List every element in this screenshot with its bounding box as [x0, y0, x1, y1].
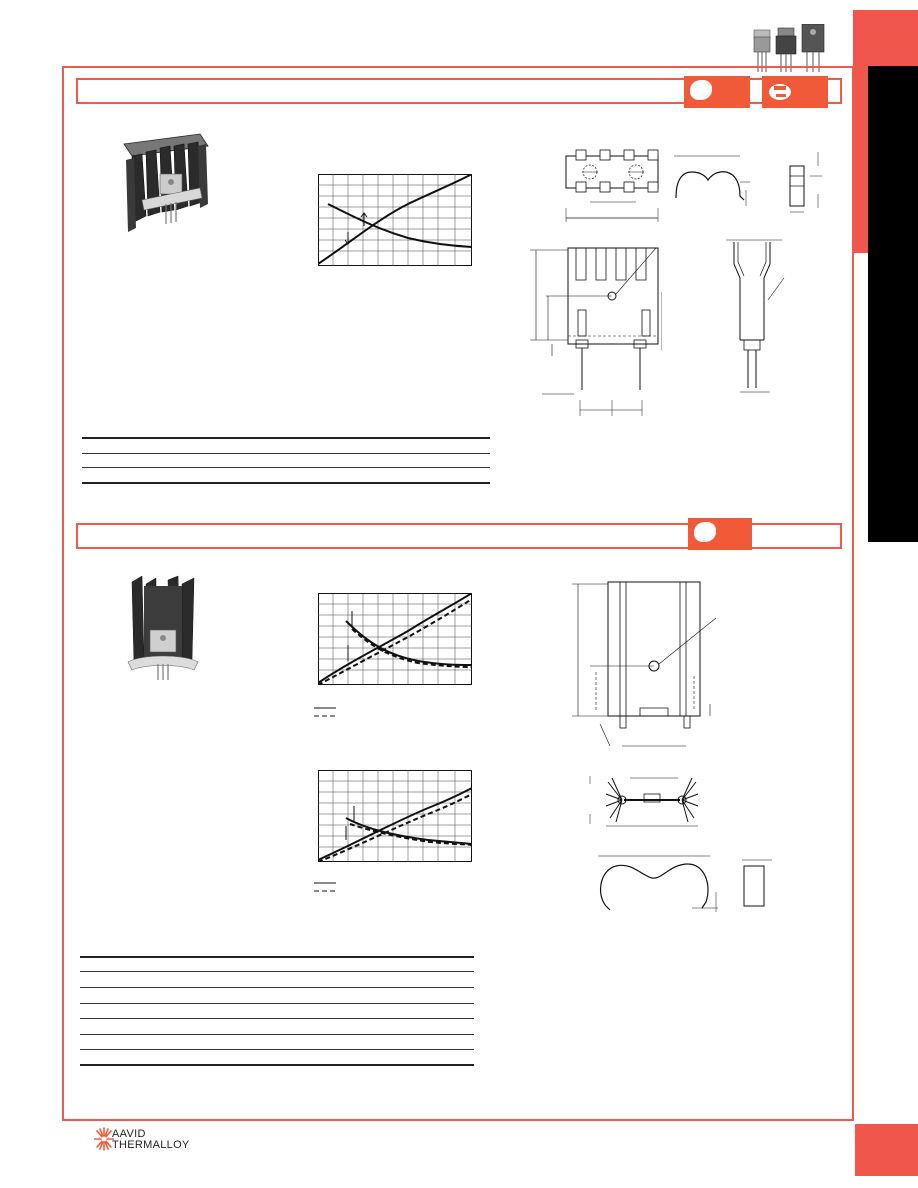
spec-table-1-row-rule	[82, 467, 490, 468]
solder-tab-badge	[762, 76, 828, 108]
mounting-clip-icon	[690, 80, 712, 100]
spec-table-1-top-rule	[82, 437, 490, 439]
performance-graph-1	[318, 174, 472, 266]
spec-table-1-bottom-rule	[82, 482, 490, 484]
solder-tab-icon	[766, 80, 796, 104]
drawing-side-view-1	[724, 238, 788, 398]
spec-table-1-row-rule	[82, 453, 490, 454]
drawing-extrusion-profile-2	[586, 772, 720, 830]
mounting-clip-icon	[694, 522, 716, 542]
spec-table-2-bottom-rule	[80, 1064, 474, 1066]
drawing-clip-2	[592, 852, 720, 914]
drawing-top-view-1	[562, 148, 662, 224]
spec-table-2-row-rule	[80, 1018, 474, 1019]
spec-table-2-top-rule	[80, 956, 474, 958]
performance-graph-2b	[318, 770, 472, 862]
heatsink-photo-1	[112, 132, 212, 242]
graph-2b-legend	[312, 880, 342, 894]
spec-table-2-row-rule	[80, 1003, 474, 1004]
brand-wordmark	[112, 1129, 190, 1151]
spec-table-2-row-rule	[80, 971, 474, 972]
package-to247-icon	[802, 24, 824, 72]
spec-table-2-row-rule	[80, 1034, 474, 1035]
heatsink-photo-2	[122, 574, 204, 682]
drawing-clip-side-2	[738, 856, 776, 910]
page-number-tab	[855, 1124, 918, 1176]
graph-2a-legend	[312, 705, 342, 719]
drawing-front-view-2	[570, 576, 724, 762]
drawing-tab-side-1	[774, 150, 830, 216]
section-index-bar	[868, 66, 918, 542]
mounting-clip-badge	[684, 76, 750, 108]
spec-table-2-row-rule	[80, 987, 474, 988]
drawing-clip-profile-1	[668, 150, 752, 208]
spec-table-2-row-rule	[80, 1049, 474, 1050]
brand-line1: AAVID	[112, 1128, 146, 1140]
drawing-front-view-1	[522, 240, 662, 420]
performance-graph-2a	[318, 593, 472, 685]
mounting-clip-badge	[688, 518, 752, 550]
brand-line2: THERMALLOY	[112, 1139, 190, 1151]
aavid-thermalloy-sunburst-logo	[94, 1126, 114, 1152]
